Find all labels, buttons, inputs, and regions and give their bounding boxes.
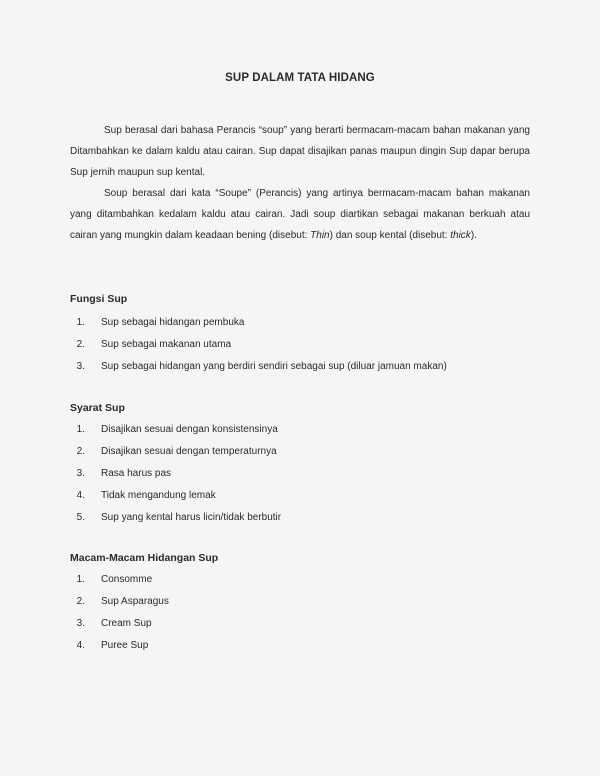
list-item <box>70 312 447 334</box>
list-text: Consomme <box>101 574 153 585</box>
list-text: Sup yang kental harus licin/tidak berbutir <box>101 512 282 523</box>
list-text: Sup sebagai makanan utama <box>101 339 232 350</box>
paragraph-1-text: Sup berasal dari bahasa Perancis “soup” yang berarti bermacam-macam bahan makanan yang Ditambahkan ke dalam kaldu atau cairan. Sup dapat disajikan panas maupun dingin Sup dapar berupa Sup jernih maupun sup kental. <box>70 125 530 178</box>
list-text: Disajikan sesuai dengan temperaturnya <box>101 446 277 457</box>
list-item <box>70 591 169 613</box>
list-number: 4. <box>76 490 85 501</box>
intro-paragraph-1 <box>70 120 530 183</box>
list-fungsi <box>70 312 447 378</box>
list-text: Disajikan sesuai dengan konsistensinya <box>101 424 278 435</box>
list-item <box>70 334 447 356</box>
list-text: Rasa harus pas <box>101 468 172 479</box>
list-macam <box>70 569 169 657</box>
list-number: 4. <box>76 640 85 651</box>
section-heading-syarat: Syarat Sup <box>70 402 125 414</box>
list-text: Cream Sup <box>101 618 152 629</box>
list-number: 1. <box>76 574 85 585</box>
list-text: Sup sebagai hidangan pembuka <box>101 317 245 328</box>
paragraph-2-text-a: Soup berasal dari kata “Soupe” (Perancis) yang artinya bermacam-macam bahan makanan yang ditambahkan kedalam kaldu atau cairan. Jadi soup diartikan sebagai makanan berkuah atau cairan yang mungkin dalam keadaan bening (disebut: <box>70 188 530 241</box>
list-number: 3. <box>76 468 85 479</box>
list-number: 1. <box>76 424 85 435</box>
intro-paragraph-2 <box>70 183 530 246</box>
list-text: Tidak mengandung lemak <box>101 490 216 501</box>
paragraph-2-text-c: ). <box>470 230 477 241</box>
list-text: Sup sebagai hidangan yang berdiri sendiri sebagai sup (diluar jamuan makan) <box>101 361 447 372</box>
list-item <box>70 613 169 635</box>
section-heading-macam: Macam-Macam Hidangan Sup <box>70 552 219 564</box>
list-item <box>70 485 281 507</box>
list-number: 1. <box>76 317 85 328</box>
list-number: 3. <box>76 361 85 372</box>
section-heading-fungsi: Fungsi Sup <box>70 293 128 305</box>
list-text: Puree Sup <box>101 640 149 651</box>
list-syarat <box>70 419 281 529</box>
paragraph-2-thin: Thin <box>310 230 330 241</box>
paragraph-2-text-b: ) dan soup kental (disebut: <box>329 230 451 241</box>
list-item <box>70 441 281 463</box>
list-item <box>70 507 281 529</box>
list-item <box>70 419 281 441</box>
list-item <box>70 569 169 591</box>
list-number: 5. <box>76 512 85 523</box>
list-item <box>70 635 169 657</box>
list-number: 3. <box>76 618 85 629</box>
list-number: 2. <box>76 596 85 607</box>
list-item <box>70 463 281 485</box>
list-number: 2. <box>76 339 85 350</box>
list-text: Sup Asparagus <box>101 596 169 607</box>
list-number: 2. <box>76 446 85 457</box>
paragraph-2-thick: thick <box>450 230 471 241</box>
list-item <box>70 356 447 378</box>
document-title: SUP DALAM TATA HIDANG <box>225 72 375 84</box>
